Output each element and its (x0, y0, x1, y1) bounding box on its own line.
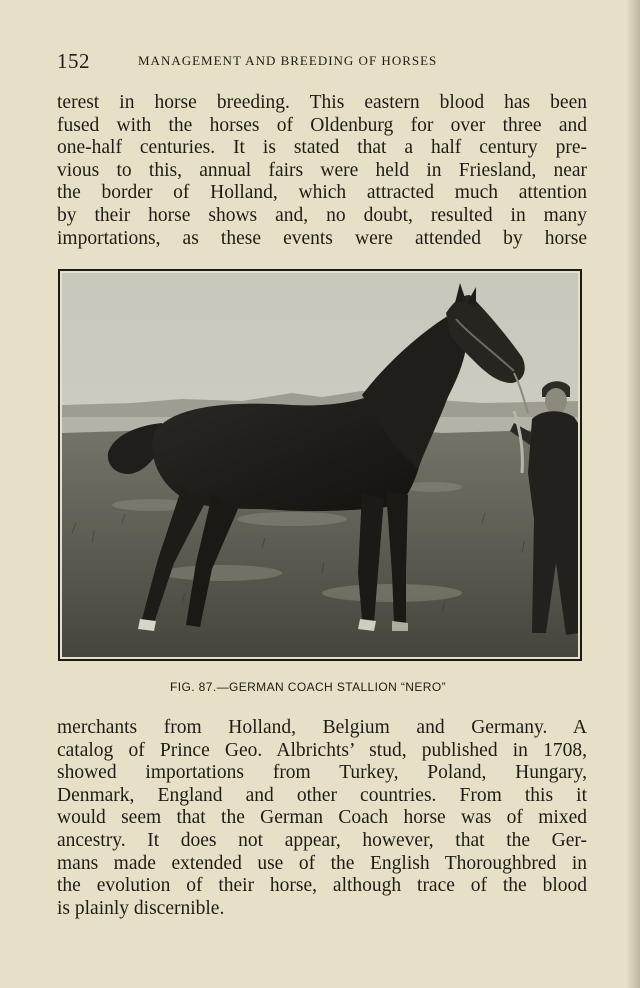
text-line: would seem that the German Coach horse was of mixed (57, 807, 587, 829)
text-line: mans made extended use of the English Thoroughbred in (57, 852, 587, 874)
text-line: merchants from Holland, Belgium and Germany. A (57, 717, 587, 738)
text-line: by their horse shows and, no doubt, resulted in many (57, 204, 587, 226)
stallion-photograph (62, 273, 578, 657)
caption-text: FIG. 87.—GERMAN COACH STALLION “NERO” (170, 680, 446, 694)
text-line: catalog of Prince Geo. Albrichts’ stud, published in 1708, (57, 739, 587, 761)
figure-caption (0, 680, 640, 694)
text-line: the evolution of their horse, although trace of the blood (57, 875, 587, 897)
running-header (57, 49, 587, 73)
paragraph-top (57, 92, 587, 250)
text-line: vious to this, annual fairs were held in Friesland, near (57, 159, 587, 181)
figure-photo (58, 269, 582, 661)
running-title: MANAGEMENT AND BREEDING OF HORSES (138, 53, 438, 68)
page-edge-shadow (626, 0, 640, 988)
page-number: 152 (57, 49, 90, 73)
text-line: is plainly discernible. (57, 897, 225, 919)
text-line: fused with the horses of Oldenburg for over three and (57, 114, 587, 136)
text-line: importations, as these events were attended by horse (57, 227, 587, 249)
text-line: Denmark, England and other countries. From this it (57, 784, 587, 806)
text-line: the border of Holland, which attracted much attention (57, 182, 587, 204)
text-line: showed importations from Turkey, Poland, Hungary, (57, 762, 587, 784)
text-line: one-half centuries. It is stated that a half century pre- (57, 137, 587, 159)
text-line: terest in horse breeding. This eastern blood has been (57, 92, 587, 113)
paragraph-bottom (57, 717, 587, 920)
text-line: ancestry. It does not appear, however, that the Ger- (57, 829, 587, 851)
